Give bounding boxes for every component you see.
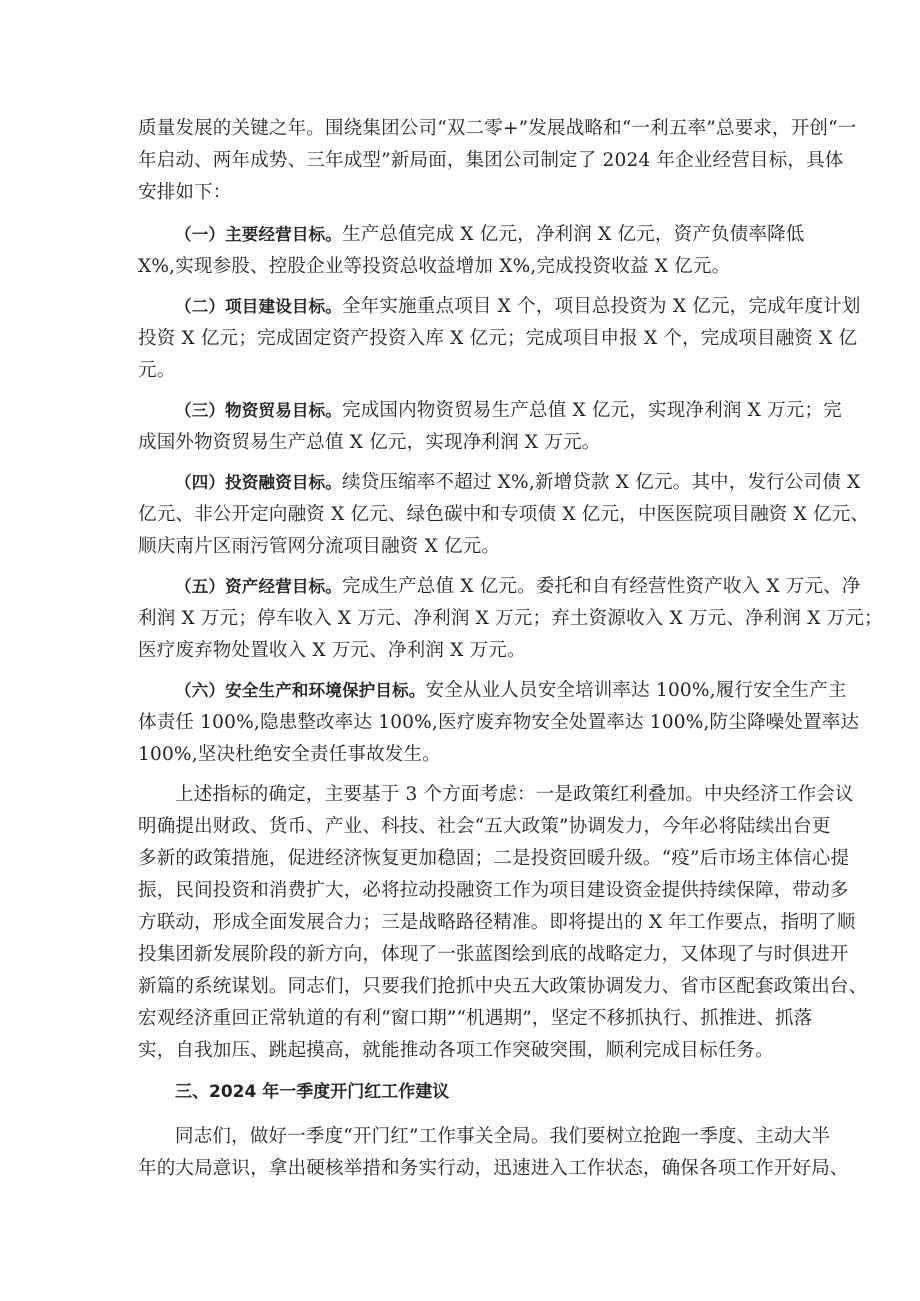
target-1-first-line	[138, 219, 805, 251]
intro-line-3: 安排如下：	[138, 182, 232, 203]
target-1-line-2: X%,实现参股、控股企业等投资总收益增加 X%,完成投资收益 X 亿元。	[138, 256, 731, 277]
target-2-line-3: 元。	[138, 360, 176, 381]
target-paragraph-2	[138, 291, 861, 387]
target-4-line-3: 顺庆南片区雨污管网分流项目融资 X 亿元。	[138, 536, 501, 557]
target-5-first-line	[138, 571, 861, 603]
target-paragraph-4	[138, 467, 870, 563]
target-paragraph-3	[138, 395, 842, 459]
basis-line-7: 新篇的系统谋划。同志们，只要我们抢抓中央五大政策协调发力、省市区配套政策出台、	[138, 976, 868, 997]
target-1-label: （一）主要经营目标。	[175, 225, 342, 244]
target-2-line-1: 全年实施重点项目 X 个，项目总投资为 X 亿元，完成年度计划	[342, 296, 861, 317]
basis-line-8: 宏观经济重回正常轨道的有利“窗口期”“机遇期”，坚定不移抓执行、抓推进、抓落	[138, 1008, 813, 1029]
basis-line-2: 明确提出财政、货币、产业、科技、社会“五大政策”协调发力，今年必将陆续出台更	[138, 816, 831, 837]
target-2-line-2: 投资 X 亿元；完成固定资产投资入库 X 亿元；完成项目申报 X 个，完成项目融资 X 亿	[138, 328, 858, 349]
basis-paragraph	[138, 779, 868, 1067]
closing-paragraph	[138, 1121, 849, 1185]
target-3-first-line	[138, 395, 842, 427]
target-6-line-3: 100%,坚决杜绝安全责任事故发生。	[138, 744, 441, 765]
target-paragraph-6	[138, 675, 860, 771]
basis-line-5: 方联动，形成全面发展合力；三是战略路径精准。即将提出的 X 年工作要点，指明了顺	[138, 912, 856, 933]
target-paragraph-5	[138, 571, 883, 667]
basis-line-6: 投集团新发展阶段的新方向，体现了一张蓝图绘到底的战略定力，又体现了与时俱进开	[138, 944, 849, 965]
target-2-label: （二）项目建设目标。	[175, 297, 342, 316]
basis-line-9: 实，自我加压、跳起摸高，就能推动各项工作突破突围，顺利完成目标任务。	[138, 1040, 774, 1061]
target-1-line-1: 生产总值完成 X 亿元，净利润 X 亿元，资产负债率降低	[342, 224, 805, 245]
target-5-line-2: 利润 X 万元；停车收入 X 万元、净利润 X 万元；弃土资源收入 X 万元、净利润 X 万元；	[138, 608, 883, 629]
target-4-line-1: 续贷压缩率不超过 X%,新增贷款 X 亿元。其中，发行公司债 X	[342, 472, 861, 493]
target-5-line-1: 完成生产总值 X 亿元。委托和自有经营性资产收入 X 万元、净	[342, 576, 861, 597]
intro-line-1: 质量发展的关键之年。围绕集团公司“双二零+”发展战略和“一利五率”总要求，开创“一	[138, 118, 857, 139]
target-3-line-2: 成国外物资贸易生产总值 X 亿元，实现净利润 X 万元。	[138, 432, 601, 453]
target-6-line-1: 安全从业人员安全培训率达 100%,履行安全生产主	[425, 680, 847, 701]
target-5-label: （五）资产经营目标。	[175, 577, 342, 596]
target-6-label: （六）安全生产和环境保护目标。	[175, 681, 426, 700]
target-3-label: （三）物资贸易目标。	[175, 401, 342, 420]
target-4-line-2: 亿元、非公开定向融资 X 亿元、绿色碳中和专项债 X 亿元，中医医院项目融资 X 亿元、	[138, 504, 870, 525]
target-6-line-2: 体责任 100%,隐患整改率达 100%,医疗废弃物安全处置率达 100%,防尘降噪处置率达	[138, 712, 860, 733]
section-heading: 三、2024 年一季度开门红工作建议	[175, 1082, 450, 1102]
basis-line-3: 多新的政策措施，促进经济恢复更加稳固；二是投资回暖升级。“疫”后市场主体信心提	[138, 848, 850, 869]
closing-line-2: 年的大局意识，拿出硬核举措和务实行动，迅速进入工作状态，确保各项工作开好局、	[138, 1158, 849, 1179]
target-3-line-1: 完成国内物资贸易生产总值 X 亿元，实现净利润 X 万元；完	[342, 400, 842, 421]
target-4-first-line	[138, 467, 861, 499]
target-paragraph-1	[138, 219, 805, 283]
target-6-first-line	[138, 675, 847, 707]
closing-line-1: 同志们，做好一季度“开门红”工作事关全局。我们要树立抢跑一季度、主动大半	[175, 1126, 831, 1147]
target-2-first-line	[138, 291, 861, 323]
target-4-label: （四）投资融资目标。	[175, 473, 342, 492]
target-5-line-3: 医疗废弃物处置收入 X 万元、净利润 X 万元。	[138, 640, 526, 661]
basis-line-4: 振，民间投资和消费扩大，必将拉动投融资工作为项目建设资金提供持续保障，带动多	[138, 880, 849, 901]
intro-line-2: 年启动、两年成势、三年成型”新局面，集团公司制定了 2024 年企业经营目标，具体	[138, 150, 844, 171]
intro-paragraph	[138, 113, 857, 209]
basis-line-1: 上述指标的确定，主要基于 3 个方面考虑：一是政策红利叠加。中央经济工作会议	[175, 784, 854, 805]
